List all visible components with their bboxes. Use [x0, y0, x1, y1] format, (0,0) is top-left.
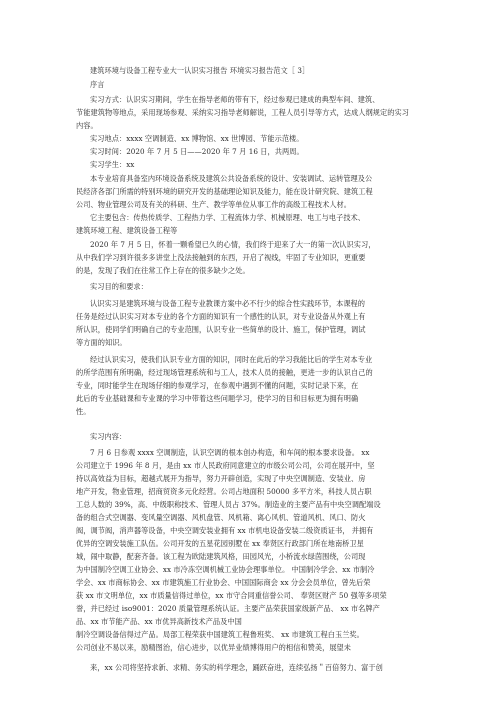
body-line: 建筑环境工程、建筑设备工程等 [76, 226, 178, 235]
body-line: 实习学生：xx [90, 160, 135, 169]
body-line: 从中我们学习到许很多多讲堂上没法接触到的东西，开启了视线，牢固了专业知识，更重要 [76, 253, 366, 262]
body-line: 本专业培育具备室内环境设备系统及建筑公共设备系统的设计、安装调试、运转管理及公 [90, 174, 373, 183]
body-line: 2020 年 7 月 5 日，怀着一颗希望已久的心情，我们终于迎来了大一的第一次认识实习， [90, 240, 376, 249]
body-line: 的是，发现了我们在往常工作上存在的很多缺少之处。 [76, 266, 250, 275]
body-line: 实习时间：2020 年 7 月 5 日——2020 年 7 月 16 日，共两周。 [90, 147, 304, 156]
body-line: 城，闹中取静，配套齐备。该工程为欧陆建筑风格，田园风光，小桥流水绿茵围绕，公司现 [76, 552, 366, 561]
body-line: 所认识，使同学们明确自己的专业范围，认识专业一些简单的设计、施工，保护管理，调试 [76, 325, 366, 334]
body-line: 持以高效益为目标，超越式展开为指导，努力开辟创造，实现了中央空调制造、安装业、房 [76, 474, 366, 483]
body-line: 内容。 [76, 121, 98, 130]
body-line: 任务是经过认识实习对本专业的各个方面的知识有一个感性的认识，对专业设备从外观上有 [76, 312, 366, 321]
body-line: 备的组合式空调器、变风量空调器、风机盘管、风机箱、离心风机、管道风机、风口、防火 [76, 513, 366, 522]
body-line: 公司、物业管理公司及有关的科研、生产、教学等单位从事工作的高级工程技术人材。 [76, 200, 352, 209]
body-line: 此后的专业基础课和专业课的学习中带着这些问题学习，使学习的目和目标更为拥有明确 [76, 394, 359, 403]
body-line: 实习地点：xxxx 空调制造、xx 博物馆、xx 世博园、节能示范楼。 [90, 134, 304, 143]
body-line: 制冷空调设备信得过产品。局部工程荣获中国建筑工程鲁班奖、 xx 市建筑工程白玉兰奖。 [76, 630, 364, 639]
body-line: 性。 [76, 407, 91, 416]
body-line: 品、xx 市节能产品、xx 市优异高新技术产品及中国 [76, 617, 242, 626]
body-line: 认识实习是建筑环境与设备工程专业教课方案中必不行少的综合性实践环节，本课程的 [90, 299, 366, 308]
body-line: 经过认识实习，使我们认识专业方面的知识，同时在此后的学习我能比后的学生对本专业 [90, 355, 373, 364]
body-line: 节能建筑物等地点，采用现场参观、采纳实习指导老师解说，工程人员引导等方式，达成人纲规定的实习 [76, 108, 409, 117]
body-line: 阀，调节阀，消声器等设备，中央空调安装业拥有 xx 市机电设备安装二级资质证书， 并拥有 [76, 526, 374, 535]
body-line: 工总人数的 39%，高、中级职称技术、管理人员占 37%。制造业的主要产品有中央空调配端设 [76, 500, 381, 509]
body-line: 它主要包含：传热传质学、工程热力学、工程流体力学、机械原理、电工与电子技术、 [90, 213, 366, 222]
body-line: 公司建立于 1996 年 8 月，是由 xx 市人民政府同意建立的市级公司公司，公司在展开中，坚 [76, 461, 375, 470]
body-line: 誉，并已经过 iso9001：2020 质量管理系统认证。主要产品荣获国家级新产品、 xx 市名牌产 [76, 604, 380, 613]
body-line: 实习方式：认识实习期间，学生在指导老师的带有下，经过参观已建成的典型车间、建筑、 [90, 95, 380, 104]
body-line: 为中国制冷空调工业协会、xx 市冷冻空调机械工业协会理事单位。 中国制冷学会、xx 市制冷 [76, 565, 375, 574]
section-heading-content: 实习内容： [90, 432, 127, 441]
body-line: 获 xx 市文明单位，xx 市质量信得过单位，xx 市守合同重信誉公司、 奉贤区财产 50 强等多项荣 [76, 591, 387, 600]
body-line: 的所学范围有所明确，经过现场管理系统和与工人，技术人员的接触，更进一步的认识自己的 [76, 368, 373, 377]
body-line: 等方面的知识。 [76, 338, 127, 347]
body-line: 地产开发，物业管理，招商贸资多元化经营。公司占地面积 50000 多平方米，科技人员占职 [76, 487, 372, 496]
body-line: 学会、xx 市商标协会、xx 市建筑施工行业协会、中国国际商会 xx 分会会员单位，曾先后荣 [76, 578, 371, 587]
body-line: 优异的空调安装施工队伍。公司开发的五星花园别墅在 xx 奉贤区行政部门所在地南桥卫星 [76, 539, 364, 548]
body-line: 民经济各部门所需的特别环境的研究开发的基础理论知识及能力，能在设计研究院、建筑工程 [76, 187, 373, 196]
body-line: 专业，同时能学生在现场仔细的参观学习，在参观中遇到不懂的问题，实时记录下来，在 [76, 381, 359, 390]
section-heading-purpose: 实习目的和要求： [90, 282, 148, 291]
section-heading-preface: 序言 [90, 80, 105, 89]
body-line: 公司创业不易以来，励精图治，信心进步，以优异业绩博得用户的相信和赞美，展望未 [76, 643, 352, 652]
body-line: 7 月 6 日参观 xxxx 空调制造，认识空调的根本创办构造，和车间的根本要求设备。 xx [90, 448, 370, 457]
document-title: 建筑环境与设备工程专业大一认识实习报告 环境实习报告范文［ 3］ [90, 66, 310, 75]
body-line: 来，xx 公司将坚持求新、求精、务实的科学理念，踊跃奋进，连续弘扬＂百倍努力、富于创 [90, 663, 383, 672]
